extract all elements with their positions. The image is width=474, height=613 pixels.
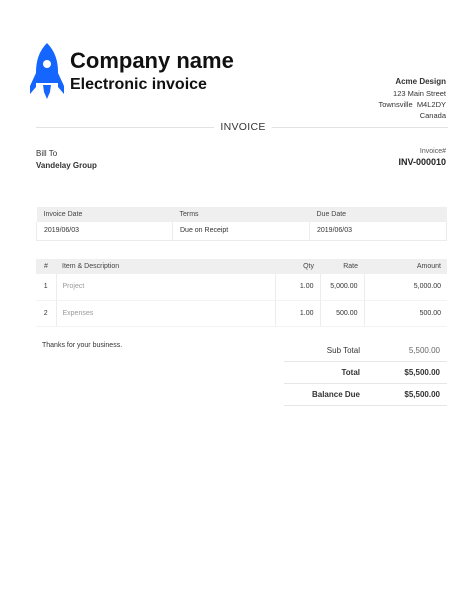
subtotal-row	[284, 340, 447, 362]
column-header-terms: Terms	[173, 207, 310, 222]
invoice-number-label: Invoice#	[419, 148, 446, 155]
item-number: 2	[36, 300, 56, 326]
balance-due-value: $5,500.00	[404, 390, 440, 399]
item-number: 1	[36, 274, 56, 300]
rocket-icon	[30, 42, 64, 100]
sender-country: Canada	[419, 111, 446, 120]
item-description: Project	[56, 274, 275, 300]
column-header-item: Item & Description	[56, 259, 275, 274]
subtotal-label: Sub Total	[326, 346, 360, 355]
company-name: Company name	[70, 48, 234, 73]
sender-city: Townsville M4L2DY	[378, 100, 446, 109]
column-header-amount: Amount	[364, 259, 447, 274]
divider	[36, 127, 214, 128]
total-row	[284, 362, 447, 384]
column-header-invoice-date: Invoice Date	[37, 207, 173, 222]
item-qty: 1.00	[275, 274, 320, 300]
table-row	[37, 222, 447, 240]
due-date-value: 2019/06/03	[310, 222, 447, 240]
sender-address	[378, 76, 446, 121]
item-rate: 500.00	[320, 300, 364, 326]
line-items-table	[36, 259, 447, 327]
client-name: Vandelay Group	[36, 161, 97, 170]
item-amount: 5,000.00	[364, 274, 447, 300]
item-rate: 5,000.00	[320, 274, 364, 300]
terms-value: Due on Receipt	[173, 222, 310, 240]
bill-to-label: Bill To	[36, 149, 58, 158]
item-qty: 1.00	[275, 300, 320, 326]
column-header-due-date: Due Date	[310, 207, 447, 222]
column-header-qty: Qty	[275, 259, 320, 274]
item-description: Expenses	[56, 300, 275, 326]
column-header-rate: Rate	[320, 259, 364, 274]
subtotal-value: 5,500.00	[408, 346, 440, 355]
document-subtitle: Electronic invoice	[70, 76, 207, 93]
table-header-row	[36, 259, 447, 274]
notes: Thanks for your business.	[42, 342, 123, 349]
item-amount: 500.00	[364, 300, 447, 326]
divider	[272, 127, 448, 128]
balance-due-label: Balance Due	[311, 390, 360, 399]
invoice-meta-table	[36, 207, 447, 241]
invoice-number: INV-000010	[398, 157, 446, 167]
totals-block	[284, 340, 447, 406]
invoice-date-value: 2019/06/03	[37, 222, 173, 240]
invoice-heading: INVOICE	[220, 121, 266, 133]
sender-street: 123 Main Street	[393, 89, 446, 98]
column-header-number: #	[36, 259, 56, 274]
total-label: Total	[341, 368, 360, 377]
total-value: $5,500.00	[404, 368, 440, 377]
table-row	[36, 300, 447, 326]
sender-name: Acme Design	[395, 77, 446, 86]
balance-due-row	[284, 384, 447, 406]
table-row	[36, 274, 447, 300]
table-header-row	[37, 207, 447, 222]
